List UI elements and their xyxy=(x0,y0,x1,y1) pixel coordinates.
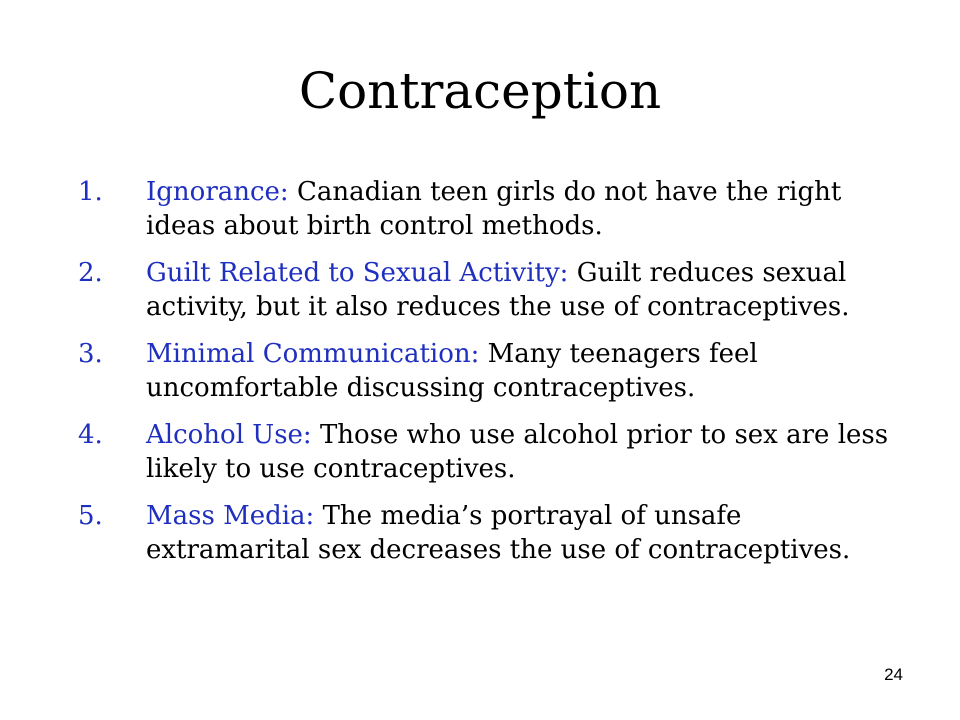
list-item-heading: Mass Media: xyxy=(146,501,315,531)
list-item-communication xyxy=(78,337,908,405)
list-item-number: 4. xyxy=(78,420,103,450)
list-item-guilt xyxy=(78,256,908,324)
list-item-number: 3. xyxy=(78,339,103,369)
list-item-media xyxy=(78,499,908,567)
page-number: 24 xyxy=(884,665,903,684)
list-item-text: Those who use alcohol prior to sex are less likely to use contraceptives. xyxy=(146,420,889,484)
list-item-number: 2. xyxy=(78,258,103,288)
list-item-heading: Guilt Related to Sexual Activity: xyxy=(146,258,569,288)
list-item-text: Guilt reduces sexual activity, but it also reduces the use of contraceptives. xyxy=(146,258,850,322)
slide-title: Contraception xyxy=(298,62,662,120)
list-item-number: 5. xyxy=(78,501,103,531)
factor-list xyxy=(78,175,908,580)
list-item-heading: Minimal Communication: xyxy=(146,339,480,369)
list-item-text: The media’s portrayal of unsafe extramarital sex decreases the use of contraceptives. xyxy=(146,501,851,565)
list-item-alcohol xyxy=(78,418,908,486)
list-item-ignorance xyxy=(78,175,908,243)
list-item-text: Many teenagers feel uncomfortable discussing contraceptives. xyxy=(146,339,758,403)
list-item-heading: Ignorance: xyxy=(146,177,289,207)
list-item-text: Canadian teen girls do not have the right ideas about birth control methods. xyxy=(146,177,842,241)
list-item-heading: Alcohol Use: xyxy=(146,420,312,450)
list-item-number: 1. xyxy=(78,177,103,207)
